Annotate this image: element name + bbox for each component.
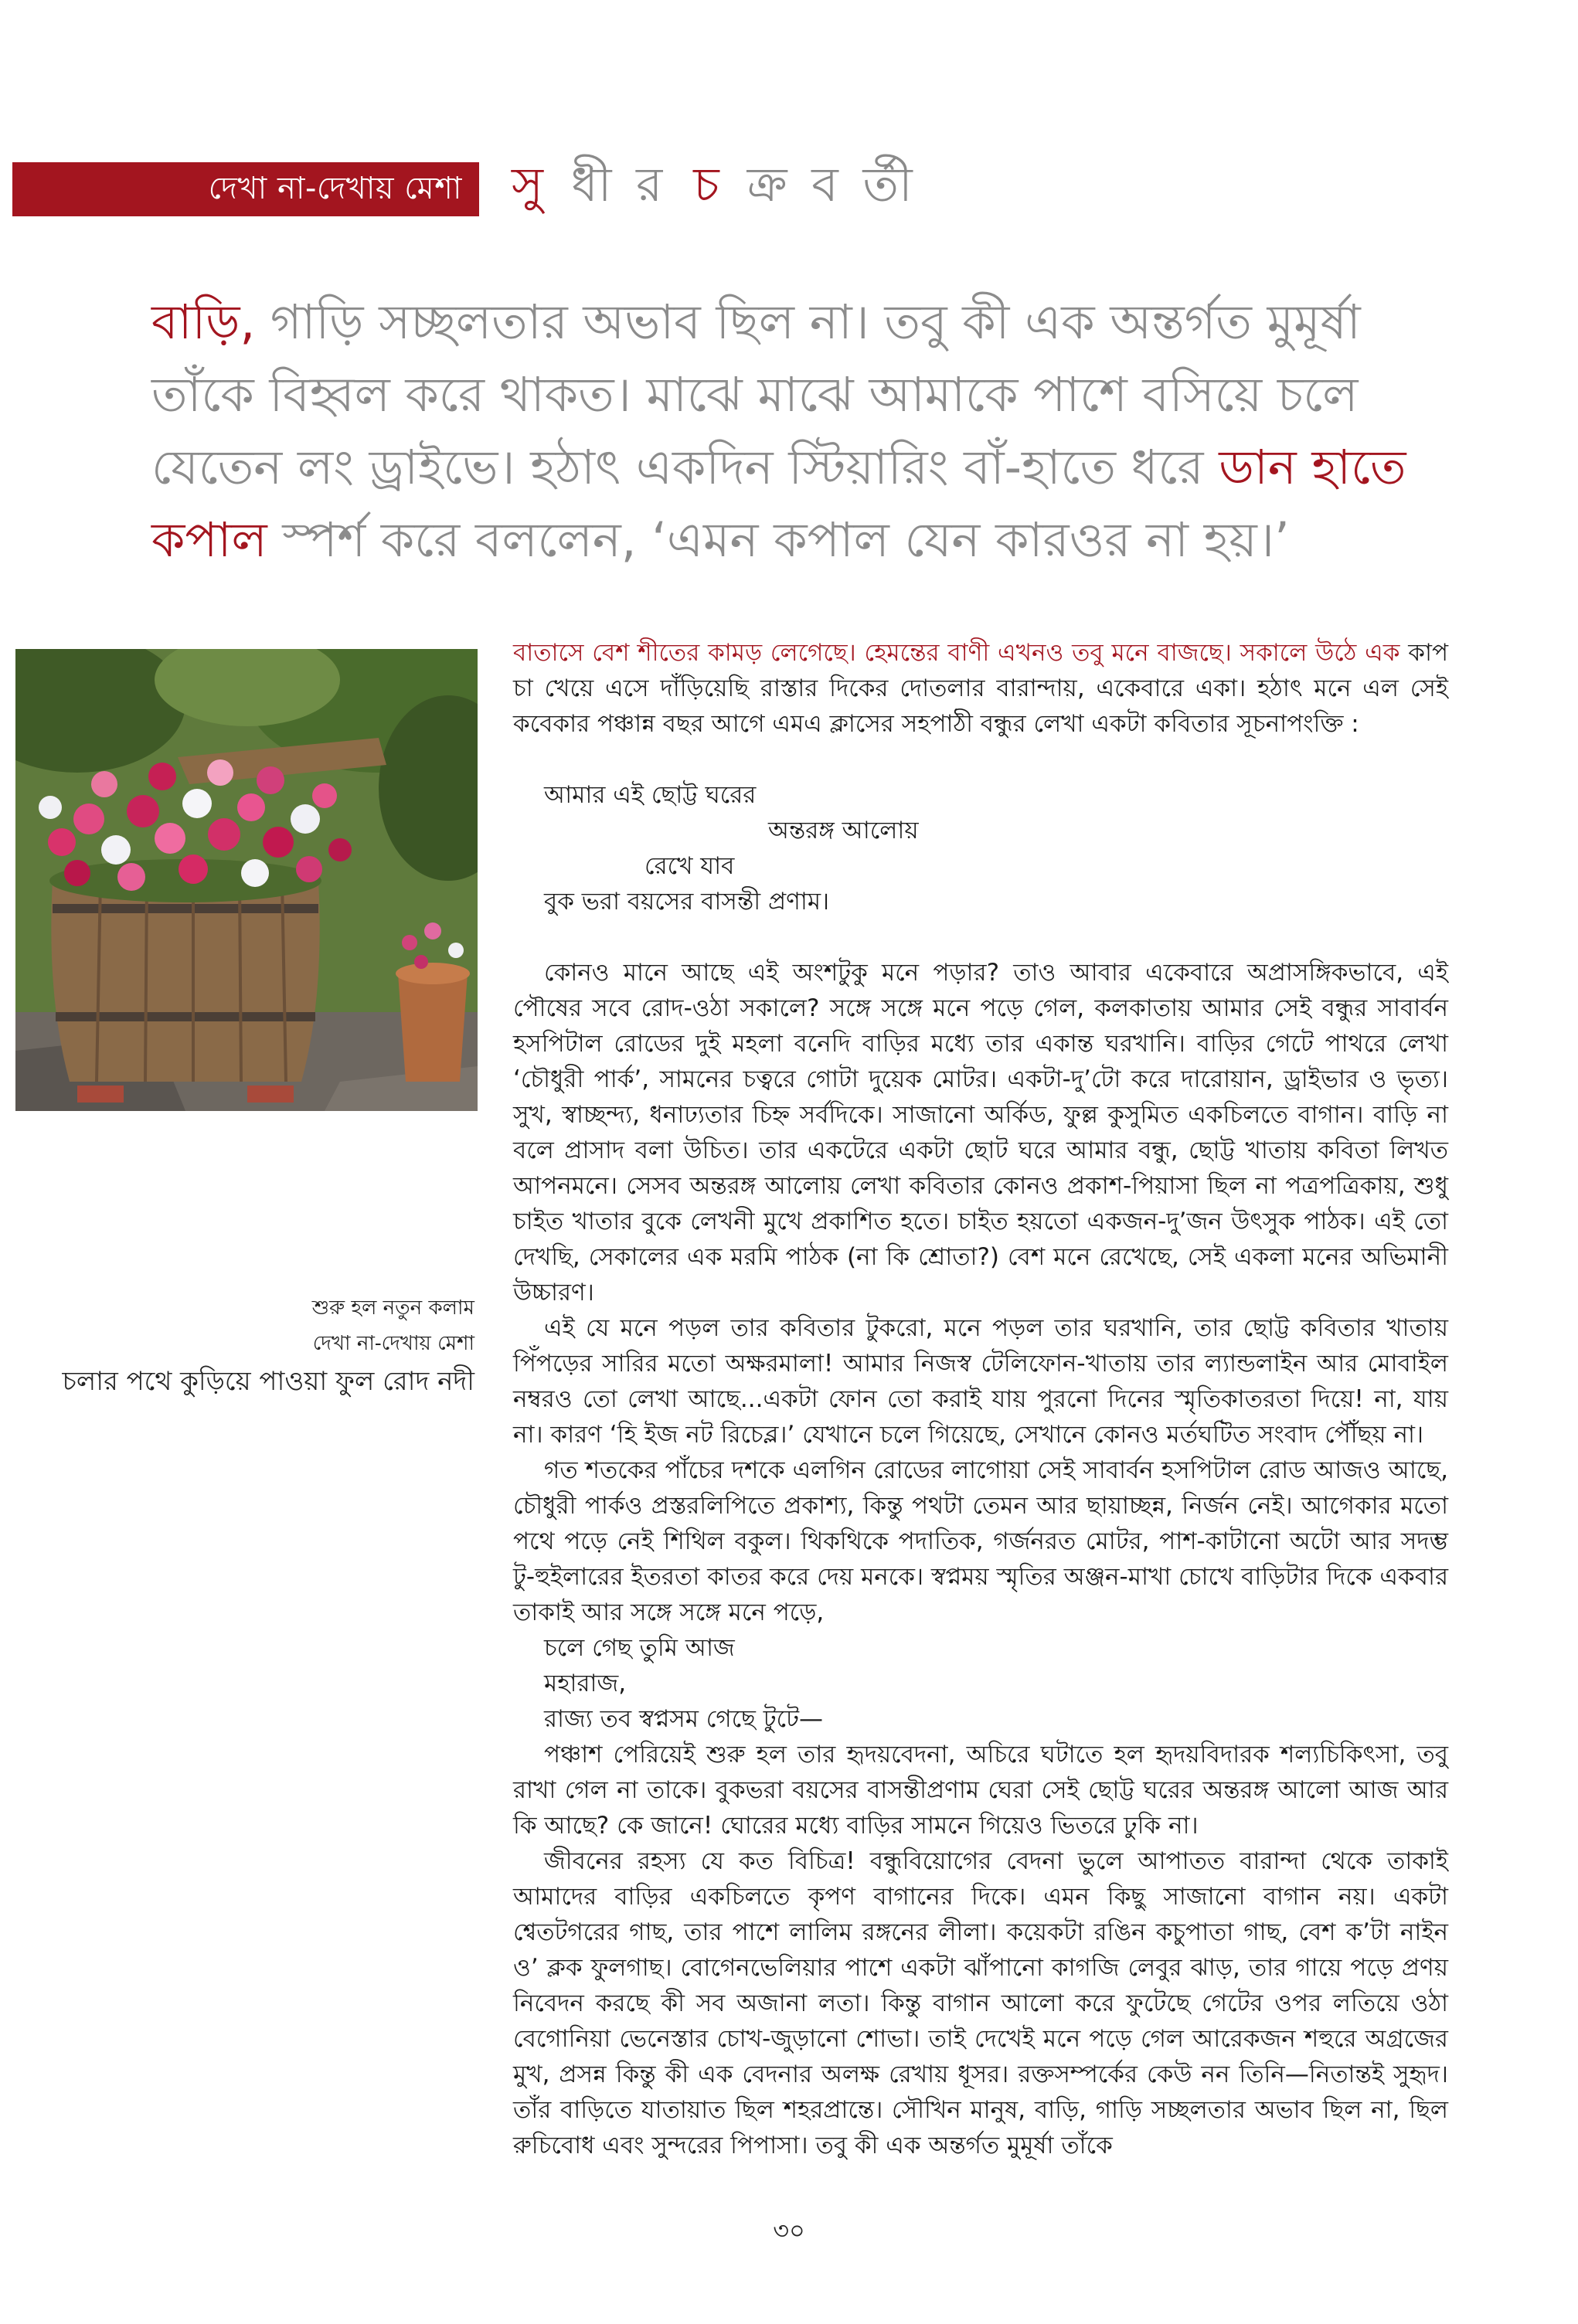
paragraph-3: গত শতকের পাঁচের দশকে এলগিন রোডের লাগোয়া সেই সাবার্বন হসপিটাল রোড আজও আছে, চৌধুরী পার্কও প্রস্তরলিপিতে প্রকাশ্য, কিন্তু পথটা তেমন আর ছায়াচ্ছন্ন, নির্জন নেই। আগেকার মতো পথে পড়ে নেই শিথিল বকুল। থিকথিকে পদাতিক, গর্জনরত মোটর, পাশ-কাটানো অটো আর সদম্ভ টু-হুইলারের ইতরতা কাতর করে দেয় মনকে। স্বপ্নময় স্মৃতির অঞ্জন-মাখা চোখে বাড়িটার দিকে একবার তাকাই আর সঙ্গে সঙ্গে মনে পড়ে, bbox=[513, 1456, 1448, 1626]
intro-paragraph bbox=[513, 635, 1448, 742]
paragraph-5: জীবনের রহস্য যে কত বিচিত্র! বন্ধুবিয়োগের বেদনা ভুলে আপাতত বারান্দা থেকে তাকাই আমাদের বাড়ির একচিলতে কৃপণ বাগানের দিকে। এমন কিছু সাজানো বাগান নয়। একটা শ্বেতটগরের গাছ, তার পাশে লালিম রঙ্গনের লীলা। কয়েকটা রঙিন কচুপাতা গাছ, বেশ ক’টা নাইন ও’ ক্লক ফুলগাছ। বোগেনভেলিয়ার পাশে একটা ঝাঁপানো কাগজি লেবুর ঝাড়, তার গায়ে পড়ে প্রণয় নিবেদন করছে কী সব অজানা লতা। কিন্তু বাগান আলো করে ফুটেছে গেটের ওপর লতিয়ে ওঠা বেগোনিয়া ভেনেস্তার চোখ-জুড়ানো শোভা। তাই দেখেই মনে পড়ে গেল আরেকজন শহুরে অগ্রজের মুখ, প্রসন্ন কিন্তু কী এক বেদনার অলক্ষ রেখায় ধূসর। রক্তসম্পর্কের কেউ নন তিনি—নিতান্তই সুহৃদ। তাঁর বাড়িতে যাতায়াত ছিল শহরপ্রান্তে। সৌখিন মানুষ, বাড়ি, গাড়ি সচ্ছলতার অভাব ছিল না, ছিল রুচিবোধ এবং সুন্দরের পিপাসা। তবু কী এক অন্তর্গত মুমূর্ষা তাঁকে bbox=[513, 1847, 1448, 2159]
author-part-4: ক্র ব র্তী bbox=[746, 155, 917, 212]
author-part-3: চ bbox=[693, 155, 724, 212]
verse-2-line: চলে গেছ তুমি আজ bbox=[544, 1634, 735, 1662]
verse-2-line: মহারাজ, bbox=[544, 1670, 627, 1697]
section-banner bbox=[12, 162, 479, 216]
photo-caption bbox=[15, 1290, 474, 1402]
spacer bbox=[513, 919, 1448, 955]
pull-quote-part-2: স্পর্শ করে বললেন, ‘এমন কপাল যেন কারওর না হয়।’ bbox=[267, 511, 1290, 568]
verse-1 bbox=[513, 777, 1448, 919]
intro-red-text: বাতাসে বেশ শীতের কামড় লেগেছে। হেমন্তের বাণী এখনও তবু মনে বাজছে। সকালে উঠে এক bbox=[513, 639, 1400, 667]
intro-rest-text: কাপ চা খেয়ে এসে দাঁড়িয়েছি রাস্তার দিকের দোতলার বারান্দায়, একেবারে একা। হঠাৎ মনে এল সেই কবেকার পঞ্চান্ন বছর আগে এমএ ক্লাসের সহপাঠী বন্ধুর লেখা একটা কবিতার সূচনাপংক্তি : bbox=[513, 639, 1448, 738]
verse-2 bbox=[513, 1630, 1448, 1737]
pull-quote bbox=[151, 286, 1465, 576]
spacer bbox=[513, 742, 1448, 777]
verse-1-line: আমার এই ছোট্ট ঘরের bbox=[544, 781, 757, 809]
caption-line-1: শুরু হল নতুন কলাম bbox=[311, 1296, 474, 1320]
caption-line-2: দেখা না-দেখায় মেশা bbox=[312, 1332, 474, 1355]
caption-line-3: চলার পথে কুড়িয়ে পাওয়া ফুল রোদ নদী bbox=[62, 1366, 474, 1397]
paragraph-1: কোনও মানে আছে এই অংশটুকু মনে পড়ার? তাও আবার একেবারে অপ্রাসঙ্গিকভাবে, এই পৌষের সবে রোদ-ওঠা সকালে? সঙ্গে সঙ্গে মনে পড়ে গেল, কলকাতায় আমার সেই বন্ধুর সাবার্বন হসপিটাল রোডের দুই মহলা বনেদি বাড়ির মধ্যে তার একান্ত ঘরখানি। বাড়ির গেটে পাথরে লেখা ‘চৌধুরী পার্ক’, সামনের চত্বরে গোটা দুয়েক মোটর। একটা-দু’টো করে দারোয়ান, ড্রাইভার ও ভৃত্য। সুখ, স্বাচ্ছন্দ্য, ধনাঢ্যতার চিহ্ন সর্বদিকে। সাজানো অর্কিড, ফুল্ল কুসুমিত একচিলতে বাগান। বাড়ি না বলে প্রাসাদ বলা উচিত। তার একটেরে একটা ছোট ঘরে আমার বন্ধু, ছোট্ট খাতায় কবিতা লিখত আপনমনে। সেসব অন্তরঙ্গ আলোয় লেখা কবিতার কোনও প্রকাশ-পিয়াসা ছিল না পত্রপত্রিকায়, শুধু চাইত খাতার বুকে লেখনী মুখে প্রকাশিত হতে। চাইত হয়তো একজন-দু’জন উৎসুক পাঠক। এই তো দেখছি, সেকালের এক মরমি পাঠক (না কি শ্রোতা?) বেশ মনে রেখেছে, সেই একলা মনের অভিমানী উচ্চারণ। bbox=[513, 959, 1448, 1306]
paragraph-2: এই যে মনে পড়ল তার কবিতার টুকরো, মনে পড়ল তার ঘরখানি, তার ছোট্ট কবিতার খাতায় পিঁপড়ের সারির মতো অক্ষরমালা! আমার নিজস্ব টেলিফোন-খাতায় তার ল্যান্ডলাইন আর মোবাইল নম্বরও তো লেখা আছে...একটা ফোন তো করাই যায় পুরনো দিনের স্মৃতিকাতরতা দিয়ে! না, যায় না। কারণ ‘হি ইজ নট রিচেব্ল।’ যেখানে চলে গিয়েছে, সেখানে কোনও মর্তঘটিত সংবাদ পৌঁছয় না। bbox=[513, 1314, 1448, 1449]
flower-barrel-illustration bbox=[15, 649, 478, 1111]
verse-1-line: অন্তরঙ্গ আলোয় bbox=[768, 817, 919, 844]
pull-quote-part-1: গাড়ি সচ্ছলতার অভাব ছিল না। তবু কী এক অন্তর্গত মুমূর্ষা তাঁকে বিহ্বল করে থাকত। মাঝে মাঝে আমাকে পাশে বসিয়ে চলে যেতেন লং ড্রাইভে। হঠাৎ একদিন স্টিয়ারিং বাঁ-হাতে ধরে bbox=[151, 294, 1361, 495]
verse-2-line: রাজ্য তব স্বপ্নসম গেছে টুটে— bbox=[544, 1705, 824, 1733]
article-body bbox=[513, 635, 1448, 2163]
verse-1-line: বুক ভরা বয়সের বাসন্তী প্রণাম। bbox=[544, 888, 830, 916]
author-part-1: সু bbox=[512, 155, 548, 212]
flower-barrel-photo bbox=[15, 649, 478, 1111]
paragraph-4: পঞ্চাশ পেরিয়েই শুরু হল তার হৃদয়বেদনা, অচিরে ঘটাতে হল হৃদয়বিদারক শল্যচিকিৎসা, তবু রাখা গেল না তাকে। বুকভরা বয়সের বাসন্তীপ্রণাম ঘেরা সেই ছোট্ট ঘরের অন্তরঙ্গ আলো আজ আর কি আছে? কে জানে! ঘোরের মধ্যে বাড়ির সামনে গিয়েও ভিতরে ঢুকি না। bbox=[513, 1741, 1448, 1840]
author-name bbox=[512, 153, 917, 223]
section-title: দেখা না-দেখায় মেশা bbox=[208, 170, 462, 206]
verse-1-line: রেখে যাব bbox=[644, 852, 735, 880]
author-part-2: ধী র bbox=[570, 155, 668, 212]
pull-quote-highlight: ডান হাতে কপাল bbox=[151, 439, 1406, 568]
page-number: ৩০ bbox=[773, 2216, 805, 2245]
pull-quote-lead: বাড়ি, bbox=[151, 294, 256, 350]
